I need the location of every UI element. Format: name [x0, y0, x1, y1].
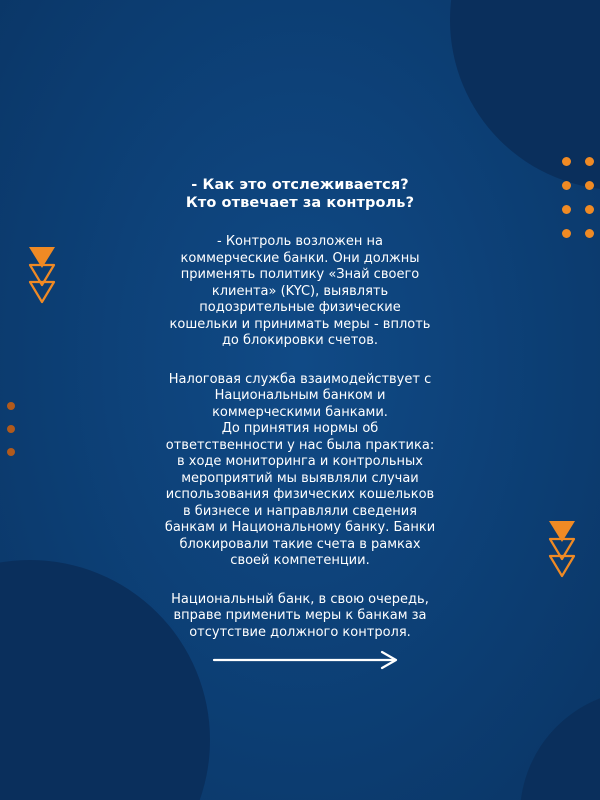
text-line: мероприятий мы выявляли случаи [181, 470, 419, 486]
text-line: своей компетенции. [230, 553, 370, 568]
text-line: - Контроль возложен на [217, 234, 383, 249]
dot [585, 229, 594, 238]
text-line: Национальным банком и [214, 388, 386, 403]
text-line: подозрительные физические [199, 300, 401, 315]
text-line: Национальный банк, в свою очередь, [171, 591, 429, 607]
text-line: коммерческими банками. [212, 404, 388, 420]
text-line: кошельки и принимать меры - вплоть [169, 316, 431, 332]
text-line: применять политику «Знай своего [180, 267, 420, 282]
text-line: Налоговая служба взаимодействует с [168, 371, 432, 387]
answer-paragraph-1 [150, 234, 450, 350]
text-line: до блокировки счетов. [221, 333, 379, 348]
text-line: вправе применить меры к банкам за [173, 608, 427, 623]
dot [7, 402, 15, 410]
answer-paragraph-2 [150, 372, 450, 570]
text-line: блокировали такие счета в рамках [179, 536, 421, 552]
dot [7, 448, 15, 456]
article-content [150, 176, 450, 641]
decorative-circle-bottom-right [520, 690, 600, 800]
text-line: коммерческие банки. Они должны [180, 250, 420, 266]
answer-paragraph-3 [150, 592, 450, 642]
dot [7, 425, 15, 433]
text-line: клиента» (KYC), выявлять [211, 283, 389, 299]
text-line: ответственности у нас была практика: [165, 437, 435, 453]
question-heading [150, 176, 450, 212]
dot [562, 229, 571, 238]
text-line: банкам и Национальному банку. Банки [164, 520, 436, 535]
text-line: использования физических кошельков [165, 487, 435, 502]
text-line: в ходе мониторинга и контрольных [176, 454, 424, 469]
arrow-right-icon[interactable] [212, 650, 402, 670]
dot [585, 181, 594, 190]
text-line: До принятия нормы об [221, 421, 379, 436]
question-heading-line-1: - Как это отслеживается? [191, 177, 409, 193]
text-line: в бизнесе и направляли сведения [183, 503, 417, 519]
question-heading-line-2: Кто отвечает за контроль? [185, 195, 415, 211]
dot [562, 157, 571, 166]
triangle-stack-icon-right [546, 518, 578, 582]
triangle-stack-icon-left [26, 244, 58, 308]
dot [562, 181, 571, 190]
decorative-circle-top-right [450, 0, 600, 190]
dot [562, 205, 571, 214]
dot [585, 205, 594, 214]
text-line: отсутствие должного контроля. [189, 624, 411, 640]
dot [585, 157, 594, 166]
